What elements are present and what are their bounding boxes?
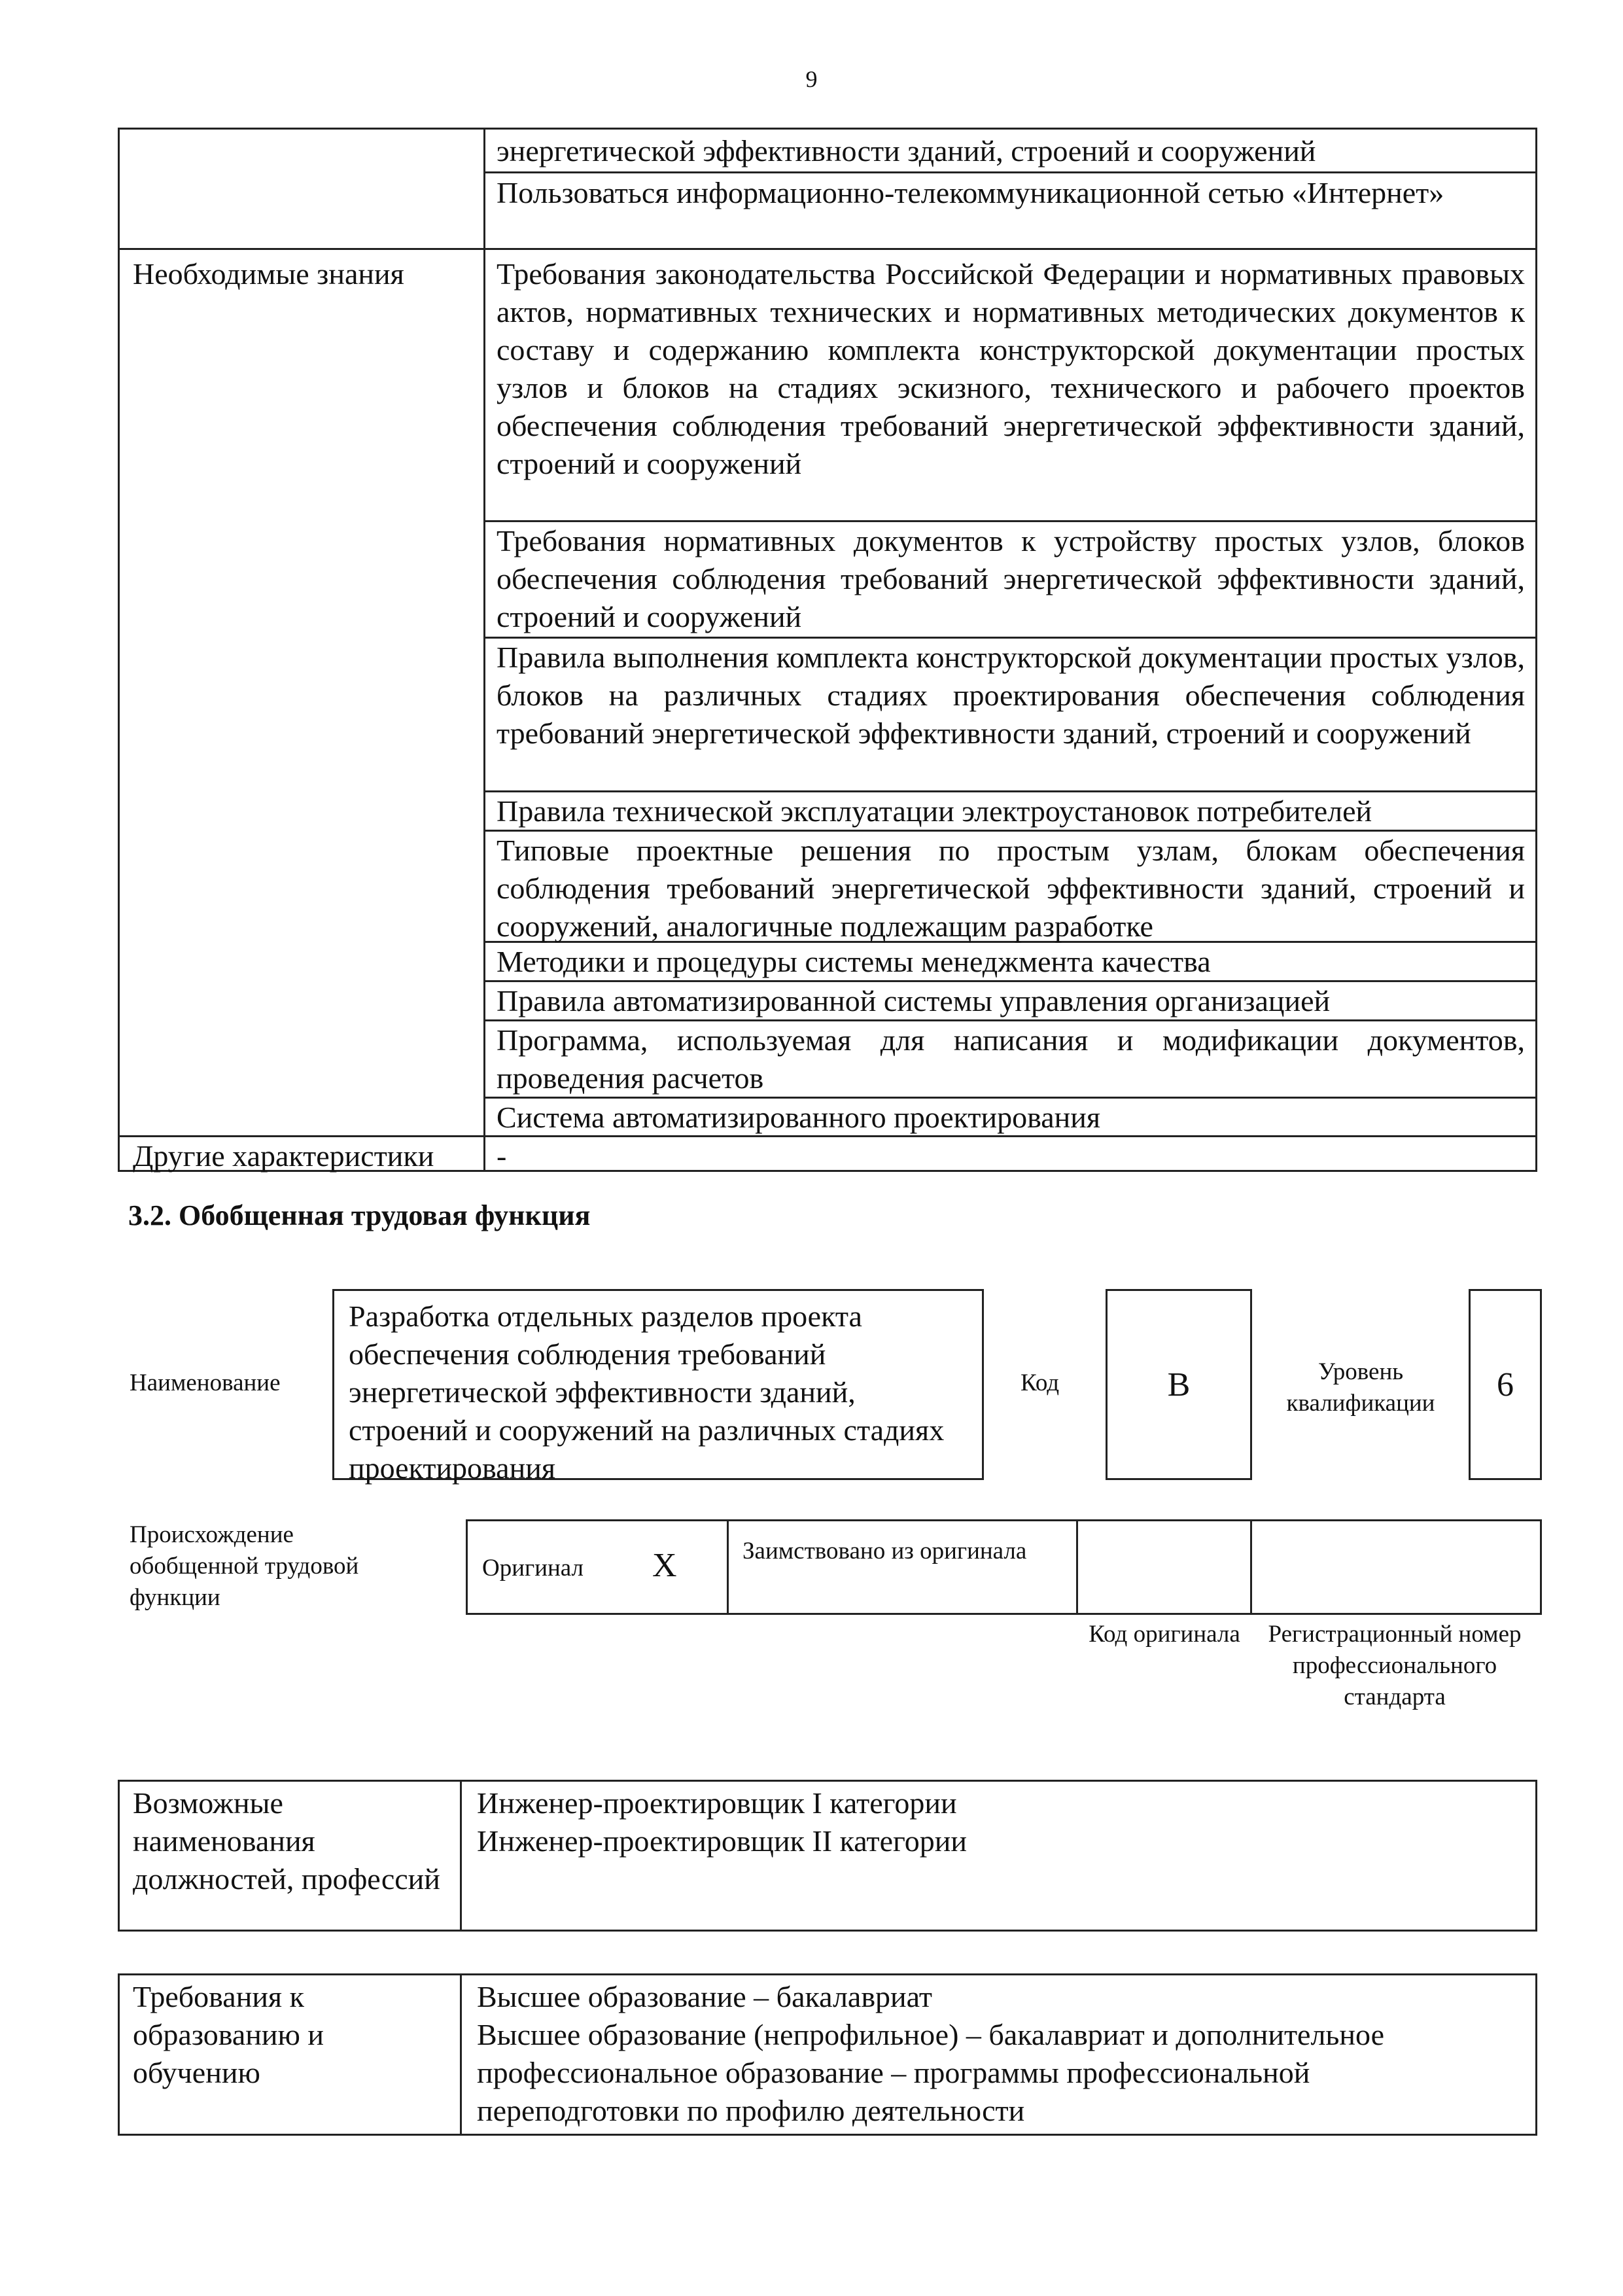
knowledge-label: Необходимые знания (133, 257, 404, 291)
function-name: Разработка отдельных разделов проекта обеспечения соблюдения требований энергетической эффективности зданий, строений и сооружений на различных стадиях проектирования (349, 1299, 945, 1485)
skill-row: Пользоваться информационно-телекоммуникационной сетью «Интернет» (497, 176, 1444, 209)
education-table (118, 1973, 1537, 2136)
row-divider (483, 171, 1535, 173)
code-value-text: В (1167, 1366, 1191, 1404)
column-divider (1076, 1521, 1078, 1613)
code-label: Код (1021, 1369, 1060, 1396)
other-label: Другие характеристики (133, 1139, 434, 1173)
education-item: Высшее образование (непрофильное) – бакалавриат и дополнительное профессиональное образование – программы профессиональной переподготовки по профилю деятельности (477, 2018, 1385, 2127)
original-mark: Х (652, 1547, 677, 1584)
knowledge-row: Правила автоматизированной системы управления организацией (497, 984, 1331, 1017)
function-name-box (332, 1289, 984, 1485)
level-value (1469, 1289, 1542, 1480)
education-item: Высшее образование – бакалавриат (477, 1980, 932, 2013)
knowledge-row: Правила выполнения комплекта конструкторской документации простых узлов, блоков на различных стадиях проектирования обеспечения соблюдения требований энергетической эффективности зданий, строений и сооружений (497, 641, 1525, 750)
column-divider (483, 130, 485, 1170)
borrowed-label: Заимствовано из оригинала (742, 1538, 1027, 1564)
column-divider (460, 1782, 462, 1930)
origin-table (466, 1519, 1542, 1615)
knowledge-row: Правила технической эксплуатации электроустановок потребителей (497, 794, 1372, 828)
knowledge-table (118, 128, 1537, 1172)
level-label: Уровень квалификации (1286, 1358, 1435, 1417)
knowledge-row: Методики и процедуры системы менеджмента качества (497, 945, 1211, 978)
knowledge-row: Типовые проектные решения по простым узлам, блокам обеспечения соблюдения требований энергетической эффективности зданий, строений и сооружений, аналогичные подлежащим разработке (497, 834, 1525, 943)
knowledge-row: Программа, используемая для написания и модификации документов, проведения расчетов (497, 1023, 1525, 1095)
knowledge-row: Требования нормативных документов к устройству простых узлов, блоков обеспечения соблюдения требований энергетической эффективности зданий, строений и сооружений (497, 524, 1525, 633)
row-divider (120, 248, 1535, 250)
knowledge-row: Система автоматизированного проектирования (497, 1101, 1101, 1134)
reg-caption: Регистрационный номер профессионального стандарта (1268, 1621, 1522, 1710)
positions-label: Возможные наименования должностей, профессий (133, 1786, 440, 1896)
positions-table (118, 1780, 1537, 1932)
origin-label: Происхождение обобщенной трудовой функции (130, 1521, 359, 1611)
knowledge-row: Требования законодательства Российской Федерации и нормативных правовых актов, нормативных технических и нормативных методических документов к составу и содержанию комплекта конструкторской документации простых узлов и блоков на стадиях эскизного, технического и рабочего проектов обеспечения соблюдения требований энергетической эффективности зданий, строений и сооружений (497, 257, 1525, 480)
code-value (1106, 1289, 1252, 1480)
column-divider (460, 1975, 462, 2134)
name-label: Наименование (130, 1369, 281, 1396)
position-item: Инженер-проектировщик II категории (477, 1824, 967, 1858)
column-divider (1250, 1521, 1252, 1613)
education-label: Требования к образованию и обучению (133, 1980, 324, 2089)
column-divider (727, 1521, 729, 1613)
code-caption: Код оригинала (1089, 1621, 1240, 1648)
section-heading: 3.2. Обобщенная трудовая функция (128, 1199, 591, 1231)
level-value-text: 6 (1497, 1366, 1514, 1404)
other-value: - (497, 1139, 507, 1173)
page-number: 9 (805, 66, 818, 92)
original-label: Оригинал (482, 1555, 584, 1581)
position-item: Инженер-проектировщик I категории (477, 1786, 957, 1820)
skill-row: энергетической эффективности зданий, строений и сооружений (497, 134, 1316, 168)
